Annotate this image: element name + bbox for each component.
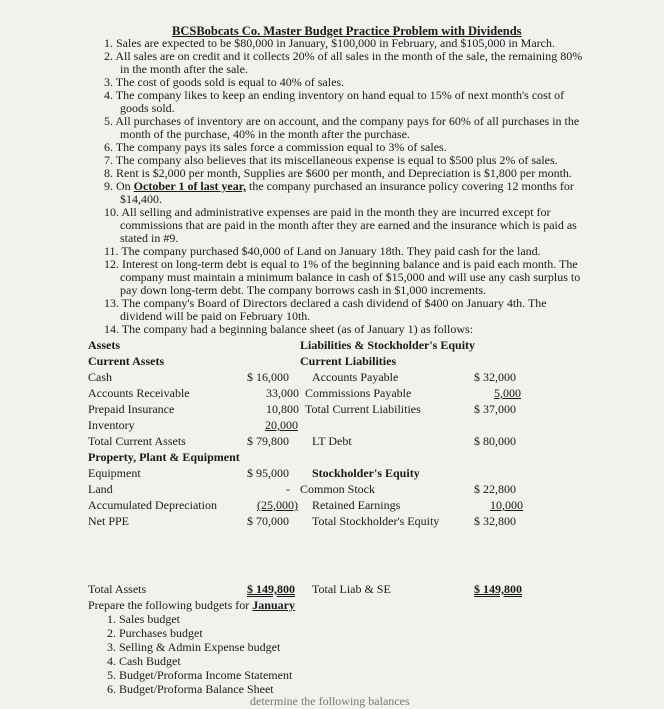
bs-se-header: Stockholder's Equity [312,466,420,480]
item-10-cont-2: stated in #9. [120,231,179,245]
bs-prepaid: Prepaid Insurance [88,402,175,416]
item-5: 5. All purchases of inventory are on account, and the company pays for 60% of all purchases in the [104,114,580,128]
bs-ltd: LT Debt [312,434,352,448]
budget-item: 2. Purchases budget [107,626,203,640]
item-3: 3. The cost of goods sold is equal to 40% of sales. [104,75,345,89]
bs-accum: Accumulated Depreciation [88,498,217,512]
bs-accum-val: (25,000) [257,498,298,512]
item-10-cont-1: commissions that are paid in the month after they are earned and the insurance which is paid as [120,218,577,232]
item-12-cont-2: pay down long-term debt. The company borrows cash in $1,000 increments. [120,283,487,297]
bs-tcl-val: $ 37,000 [474,402,516,416]
budget-item: 4. Cash Budget [107,654,181,668]
item-10: 10. All selling and administrative expenses are paid in the month they are incurred except for [104,205,551,219]
bs-cash-val: $ 16,000 [247,370,289,384]
bs-common: Common Stock [300,482,376,496]
bs-assets-header: Assets [88,338,120,352]
item-14: 14. The company had a beginning balance sheet (as of January 1) as follows: [104,322,473,336]
item-11: 11. The company purchased $40,000 of Land on January 18th. They paid cash for the land. [104,244,541,258]
bs-cp-val: 5,000 [494,386,521,400]
bs-tse: Total Stockholder's Equity [312,514,440,528]
item-5-cont: month of the purchase, 40% in the month after the purchase. [120,127,410,141]
bs-total-liab-val: $ 149,800 [474,582,522,596]
bs-common-val: $ 22,800 [474,482,516,496]
item-2-cont: in the month after the sale. [120,62,248,76]
budget-item: 6. Budget/Proforma Balance Sheet [107,682,274,696]
cutoff-text: determine the following balances [250,694,410,708]
budget-item: 1. Sales budget [107,612,180,626]
bs-ap: Accounts Payable [312,370,399,384]
bs-tca-val: $ 79,800 [247,434,289,448]
budgets-prompt [88,599,295,611]
bs-ar: Accounts Receivable [88,386,190,400]
bs-land-val: - [286,482,290,496]
bs-ar-val: 33,000 [266,386,299,400]
item-4-cont: goods sold. [120,101,175,115]
bs-liab-header: Liabilities & Stockholder's Equity [300,338,476,352]
bs-ap-val: $ 32,000 [474,370,516,384]
item-9-date: October 1 of last year, [133,179,246,193]
budget-item: 5. Budget/Proforma Income Statement [107,668,293,682]
item-2: 2. All sales are on credit and it collects 20% of all sales in the month of the sale, the remaining 80% [104,49,583,63]
item-13-cont: dividend will be paid on February 10th. [120,309,311,323]
bs-ppe-header: Property, Plant & Equipment [88,450,240,464]
bs-inventory: Inventory [88,418,135,432]
bs-equipment: Equipment [88,466,141,480]
bs-net-ppe-val: $ 70,000 [247,514,289,528]
bs-prepaid-val: 10,800 [266,402,299,416]
budget-item: 3. Selling & Admin Expense budget [107,640,281,654]
bs-re: Retained Earnings [312,498,401,512]
item-7: 7. The company also believes that its miscellaneous expense is equal to $500 plus 2% of sales. [104,153,558,167]
bs-total-assets-val: $ 149,800 [247,582,295,596]
item-12-cont-1: company must maintain a minimum balance in cash of $15,000 and will use any cash surplus to [120,270,581,284]
doc-title: BCSBobcats Co. Master Budget Practice Problem with Dividends [172,24,522,38]
item-9 [104,180,574,192]
item-12: 12. Interest on long-term debt is equal to 1% of the beginning balance and is paid each month. The [104,257,578,271]
item-13: 13. The company's Board of Directors declared a cash dividend of $400 on January 4th. The [104,296,547,310]
bs-re-val: 10,000 [490,498,523,512]
item-9-rest: the company purchased an insurance policy covering 12 months for [248,179,574,193]
item-9-lead: 9. On [104,179,131,193]
bs-tcl: Total Current Liabilities [305,402,421,416]
bs-cash: Cash [88,370,112,384]
bs-total-assets: Total Assets [88,582,147,596]
bs-tca: Total Current Assets [88,434,186,448]
item-1: 1. Sales are expected to be $80,000 in January, $100,000 in February, and $105,000 in March. [104,36,556,50]
item-4: 4. The company likes to keep an ending inventory on hand equal to 15% of next month's cost of [104,88,565,102]
bs-equipment-val: $ 95,000 [247,466,289,480]
bs-current-assets: Current Assets [88,354,165,368]
bs-land: Land [88,482,113,496]
bs-ltd-val: $ 80,000 [474,434,516,448]
item-8: 8. Rent is $2,000 per month, Supplies are $600 per month, and Depreciation is $1,800 per month. [104,166,572,180]
bs-net-ppe: Net PPE [88,514,130,528]
item-6: 6. The company pays its sales force a commission equal to 3% of sales. [104,140,447,154]
bs-cp: Commissions Payable [305,386,412,400]
bs-inventory-val: 20,000 [265,418,298,432]
bs-tse-val: $ 32,800 [474,514,516,528]
budgets-prompt-month: January [252,598,295,612]
budgets-prompt-text: Prepare the following budgets for [88,598,250,612]
item-9-cont: $14,400. [120,192,162,206]
bs-total-liab: Total Liab & SE [312,582,391,596]
bs-current-liabilities: Current Liabilities [300,354,397,368]
